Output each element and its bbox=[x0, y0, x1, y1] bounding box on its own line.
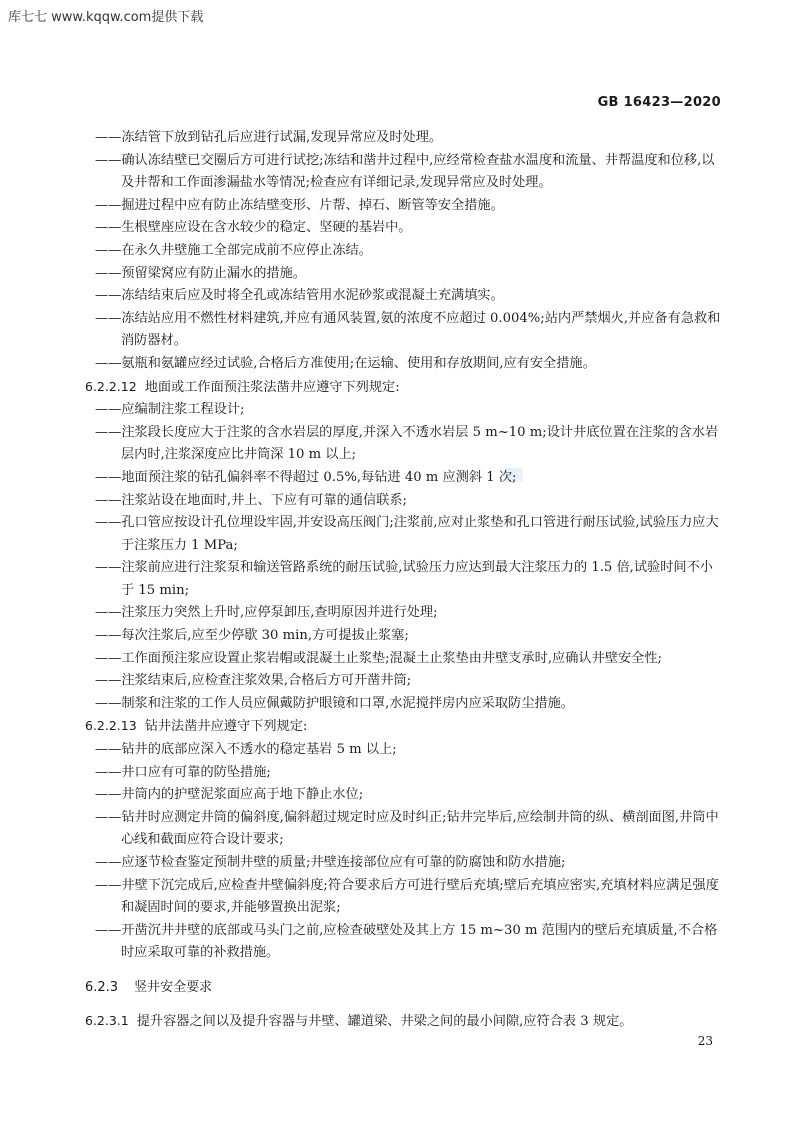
section-number: 6.2.3 bbox=[85, 979, 119, 995]
standard-code: GB 16423—2020 bbox=[597, 95, 721, 110]
list-drilling bbox=[95, 739, 725, 965]
list-item: ——注浆前应进行注浆泵和输送管路系统的耐压试验,试验压力应达到最大注浆压力的 1.5 倍,试验时间不小于 15 min; bbox=[95, 560, 713, 598]
list-item: ——应逐节检查鉴定预制井壁的质量;井壁连接部位应有可靠的防腐蚀和防水措施; bbox=[95, 855, 566, 870]
clause-heading-6-2-2-12 bbox=[85, 376, 715, 400]
list-item: ——地面预注浆的钻孔偏斜率不得超过 0.5%,每钻进 40 m 应测斜 1 次; bbox=[95, 469, 517, 485]
list-item: ——井筒内的护壁泥浆面应高于地下静止水位; bbox=[95, 787, 364, 803]
list-item: ——井口应有可靠的防坠措施; bbox=[95, 764, 271, 780]
page-number: 23 bbox=[697, 1034, 713, 1048]
list-item: ——开凿沉井井壁的底部或马头门之前,应检查破壁处及其上方 15 m~30 m 范围内的壁后充填质量,不合格时应采取可靠的补救措施。 bbox=[95, 922, 718, 961]
clause-title: 地面或工作面预注浆法凿井应遵守下列规定: bbox=[144, 379, 400, 395]
list-item: ——预留梁窝应有防止漏水的措施。 bbox=[95, 265, 306, 281]
list-grouting bbox=[95, 399, 725, 715]
list-item: ——氨瓶和氨罐应经过试验,合格后方准使用;在运输、使用和存放期间,应有安全措施。 bbox=[95, 355, 596, 371]
clause-heading-6-2-2-13 bbox=[85, 715, 715, 739]
list-item: ——在永久井壁施工全部完成前不应停止冻结。 bbox=[95, 242, 372, 258]
document-body bbox=[85, 127, 725, 1033]
list-item: ——孔口管应按设计孔位埋设牢固,并安设高压阀门;注浆前,应对止浆垫和孔口管进行耐压试验,试验压力应大于注浆压力 1 MPa; bbox=[95, 515, 719, 553]
list-item: ——每次注浆后,应至少停歇 30 min,方可提拔止浆塞; bbox=[95, 628, 409, 644]
list-item: ——冻结站应用不燃性材料建筑,并应有通风装置,氨的浓度不应超过 0.004%;站内严禁烟火,并应备有急救和消防器材。 bbox=[95, 310, 721, 349]
section-heading-6-2-3 bbox=[85, 977, 715, 1000]
list-item: ——工作面预注浆应设置止浆岩帽或混凝土止浆垫;混凝土止浆垫由井壁支承时,应确认井壁安全性; bbox=[95, 650, 662, 666]
clause-number: 6.2.3.1 bbox=[85, 1012, 129, 1028]
clause-6-2-3-1 bbox=[85, 1010, 715, 1034]
list-item: ——注浆站设在地面时,井上、下应有可靠的通信联系; bbox=[95, 492, 407, 508]
list-item: ——制浆和注浆的工作人员应佩戴防护眼镜和口罩,水泥搅拌房内应采取防尘措施。 bbox=[95, 695, 574, 711]
list-item: ——注浆结束后,应检查注浆效果,合格后方可开凿井筒; bbox=[95, 673, 412, 689]
list-item: ——井壁下沉完成后,应检查井壁偏斜度;符合要求后方可进行壁后充填;壁后充填应密实,充填材料应满足强度和凝固时间的要求,并能够置换出泥浆; bbox=[95, 877, 719, 916]
list-freezing bbox=[95, 127, 725, 376]
clause-number: 6.2.2.13 bbox=[85, 718, 137, 734]
list-item: ——钻井时应测定井筒的偏斜度,偏斜超过规定时应及时纠正;钻井完毕后,应绘制井筒的纵、横剖面图,井筒中心线和截面应符合设计要求; bbox=[95, 809, 719, 848]
watermark-text: 库七七 www.kqqw.com提供下载 bbox=[8, 10, 204, 25]
clause-number: 6.2.2.12 bbox=[85, 378, 137, 394]
clause-title: 钻井法凿井应遵守下列规定: bbox=[144, 719, 308, 735]
list-item: ——生根壁座应设在含水较少的稳定、坚硬的基岩中。 bbox=[95, 220, 412, 236]
clause-text: 提升容器之间以及提升容器与井壁、罐道梁、井梁之间的最小间隙,应符合表 3 规定。 bbox=[136, 1013, 633, 1029]
list-item: ——确认冻结壁已交圈后方可进行试挖;冻结和凿井过程中,应经常检查盐水温度和流量、井帮温度和位移,以及井帮和工作面渗漏盐水等情况;检查应有详细记录,发现异常应及时处理。 bbox=[95, 152, 715, 191]
list-item: ——冻结结束后应及时将全孔或冻结管用水泥砂浆或混凝土充满填实。 bbox=[95, 288, 504, 304]
list-item: ——冻结管下放到钻孔后应进行试漏,发现异常应及时处理。 bbox=[95, 130, 443, 145]
list-item: ——注浆压力突然上升时,应停泵卸压,查明原因并进行处理; bbox=[95, 605, 438, 621]
list-item: ——注浆段长度应大于注浆的含水岩层的厚度,并深入不透水岩层 5 m~10 m;设计井底位置在注浆的含水岩层内时,注浆深度应比井筒深 10 m 以上; bbox=[95, 424, 719, 463]
list-item: ——钻井的底部应深入不透水的稳定基岩 5 m 以上; bbox=[95, 742, 397, 758]
list-item: ——应编制注浆工程设计; bbox=[95, 402, 245, 418]
list-item: ——掘进过程中应有防止冻结壁变形、片帮、掉石、断管等安全措施。 bbox=[95, 197, 504, 213]
section-title: 竖井安全要求 bbox=[134, 979, 213, 995]
